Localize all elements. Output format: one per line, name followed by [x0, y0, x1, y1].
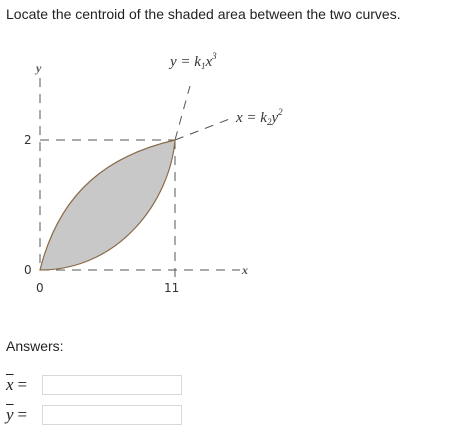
- x-axis-label: x: [242, 263, 248, 277]
- answers-title: Answers:: [6, 338, 64, 354]
- x-tick-11: 11: [164, 281, 180, 295]
- x-tick-0: 0: [36, 281, 44, 295]
- centroid-figure: [0, 40, 300, 300]
- curve1-extension: [175, 86, 190, 140]
- ybar-input[interactable]: [42, 405, 182, 425]
- curve2-equation: $x = k_2y^2$: [236, 107, 283, 127]
- y-tick-0: 0: [24, 263, 32, 277]
- y-tick-2: 2: [24, 133, 32, 147]
- answer-row-ybar: [6, 404, 182, 426]
- shaded-area: [40, 140, 175, 270]
- curve2-extension: [175, 118, 232, 140]
- xbar-label: $\overline{x}$ =: [6, 375, 28, 394]
- answer-row-xbar: [6, 374, 182, 396]
- question-text: Locate the centroid of the shaded area between the two curves.: [6, 6, 401, 22]
- y-axis-label: y: [36, 61, 42, 75]
- curve1-equation: $y = k_1x^3$: [170, 51, 217, 71]
- ybar-label: $\overline{y}$ =: [6, 405, 28, 424]
- xbar-input[interactable]: [42, 375, 182, 395]
